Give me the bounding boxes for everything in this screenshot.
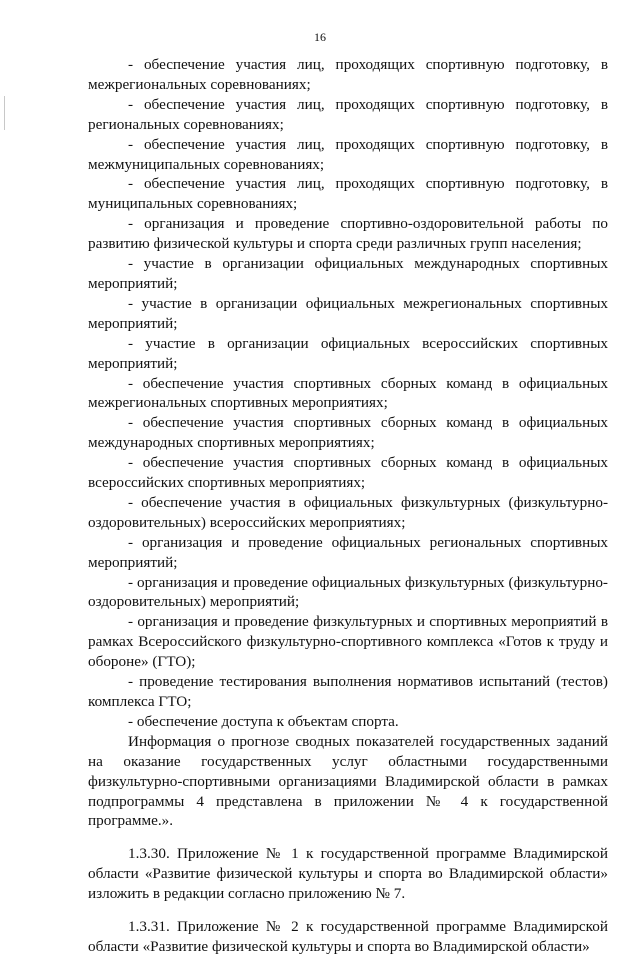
- list-item: - организация и проведение официальных региональных спортивных мероприятий;: [88, 533, 608, 571]
- margin-mark: [4, 96, 5, 130]
- list-item: - обеспечение участия спортивных сборных команд в официальных международных спортивных мероприятиях;: [88, 414, 608, 452]
- list-item: - обеспечение участия спортивных сборных команд в официальных всероссийских спортивных мероприятиях;: [88, 454, 608, 492]
- list-item: - участие в организации официальных международных спортивных мероприятий;: [88, 255, 608, 292]
- list-item: - участие в организации официальных всероссийских спортивных мероприятий;: [88, 334, 608, 372]
- list-item: - обеспечение участия спортивных сборных команд в официальных межрегиональных спортивных мероприятиях;: [88, 374, 608, 412]
- clause-1-3-31: 1.3.31. Приложение № 2 к государственной программе Владимирской области «Развитие физической культуры и спорта во Владимирской области»: [88, 918, 608, 955]
- list-item: - обеспечение доступа к объектам спорта.: [128, 712, 399, 730]
- list-item: - обеспечение участия лиц, проходящих спортивную подготовку, в муниципальных соревнованиях;: [88, 175, 608, 213]
- list-item: - организация и проведение физкультурных и спортивных мероприятий в рамках Всероссийского физкультурно-спортивного комплекса «Готов к труду и обороне» (ГТО);: [88, 613, 608, 671]
- list-item: - проведение тестирования выполнения нормативов испытаний (тестов) комплекса ГТО;: [88, 673, 608, 710]
- info-paragraph: Информация о прогнозе сводных показателей государственных заданий на оказание государственных услуг областными государственными физкультурно-спортивными организациями Владимирской области в рамках подпрограммы 4 представлена в приложении № 4 к государственной программе.».: [88, 732, 608, 830]
- list-item: - организация и проведение спортивно-оздоровительной работы по развитию физической культуры и спорта среди различных групп населения;: [88, 215, 608, 253]
- list-item: - организация и проведение официальных физкультурных (физкультурно-оздоровительных) мероприятий;: [88, 573, 608, 611]
- page-number: 16: [314, 30, 326, 44]
- document-body: [88, 55, 608, 957]
- list-item: - обеспечение участия лиц, проходящих спортивную подготовку, в межмуниципальных соревнованиях;: [88, 135, 608, 173]
- clause-1-3-30: 1.3.30. Приложение № 1 к государственной программе Владимирской области «Развитие физической культуры и спорта во Владимирской области» изложить в редакции согласно приложению № 7.: [88, 845, 608, 903]
- list-item: - обеспечение участия лиц, проходящих спортивную подготовку, в региональных соревнованиях;: [88, 95, 608, 133]
- list-item: - обеспечение участия в официальных физкультурных (физкультурно-оздоровительных) всероссийских мероприятиях;: [88, 493, 608, 531]
- list-item: - участие в организации официальных межрегиональных спортивных мероприятий;: [88, 294, 608, 332]
- list-item: - обеспечение участия лиц, проходящих спортивную подготовку, в межрегиональных соревнованиях;: [88, 56, 608, 93]
